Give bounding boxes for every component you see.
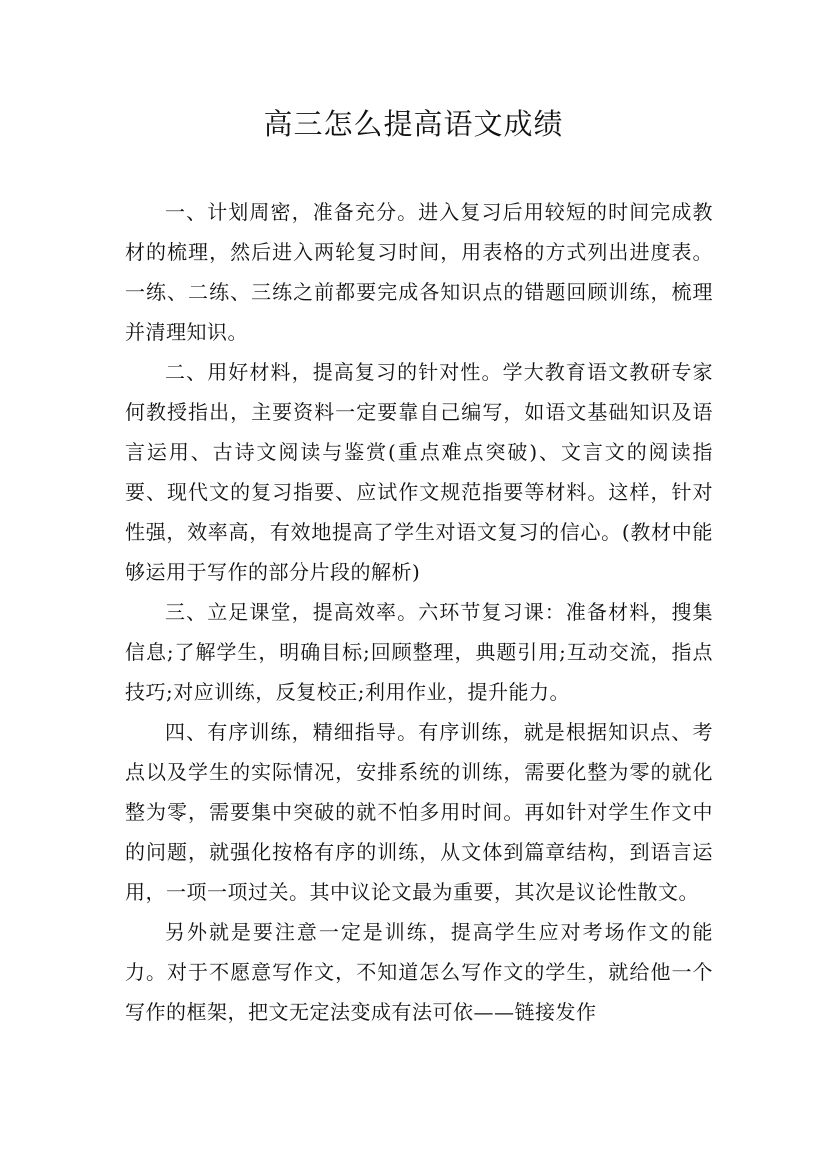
document-body bbox=[125, 192, 713, 1032]
document-title: 高三怎么提高语文成绩 bbox=[263, 107, 564, 141]
paragraph-5: 另外就是要注意一定是训练，提高学生应对考场作文的能力。对于不愿意写作文，不知道怎么写作文的学生，就给他一个写作的框架，把文无定法变成有法可依——链接发作 bbox=[125, 920, 713, 1024]
paragraph-1: 一、计划周密，准备充分。进入复习后用较短的时间完成教材的梳理，然后进入两轮复习时间，用表格的方式列出进度表。一练、二练、三练之前都要完成各知识点的错题回顾训练，梳理并清理知识。 bbox=[125, 200, 713, 344]
paragraph-2: 二、用好材料，提高复习的针对性。学大教育语文教研专家何教授指出，主要资料一定要靠自己编写，如语文基础知识及语言运用、古诗文阅读与鉴赏(重点难点突破)、文言文的阅读指要、现代文的复习指要、应试作文规范指要等材料。这样，针对性强，效率高，有效地提高了学生对语文复习的信心。(教材中能够运用于写作的部分片段的解析) bbox=[125, 360, 713, 584]
paragraph-3: 三、立足课堂，提高效率。六环节复习课：准备材料，搜集信息;了解学生，明确目标;回顾整理，典题引用;互动交流，指点技巧;对应训练，反复校正;利用作业，提升能力。 bbox=[125, 600, 713, 704]
paragraph-4: 四、有序训练，精细指导。有序训练，就是根据知识点、考点以及学生的实际情况，安排系统的训练，需要化整为零的就化整为零，需要集中突破的就不怕多用时间。再如针对学生作文中的问题，就强化按格有序的训练，从文体到篇章结构，到语言运用，一项一项过关。其中议论文最为重要，其次是议论性散文。 bbox=[125, 720, 713, 904]
